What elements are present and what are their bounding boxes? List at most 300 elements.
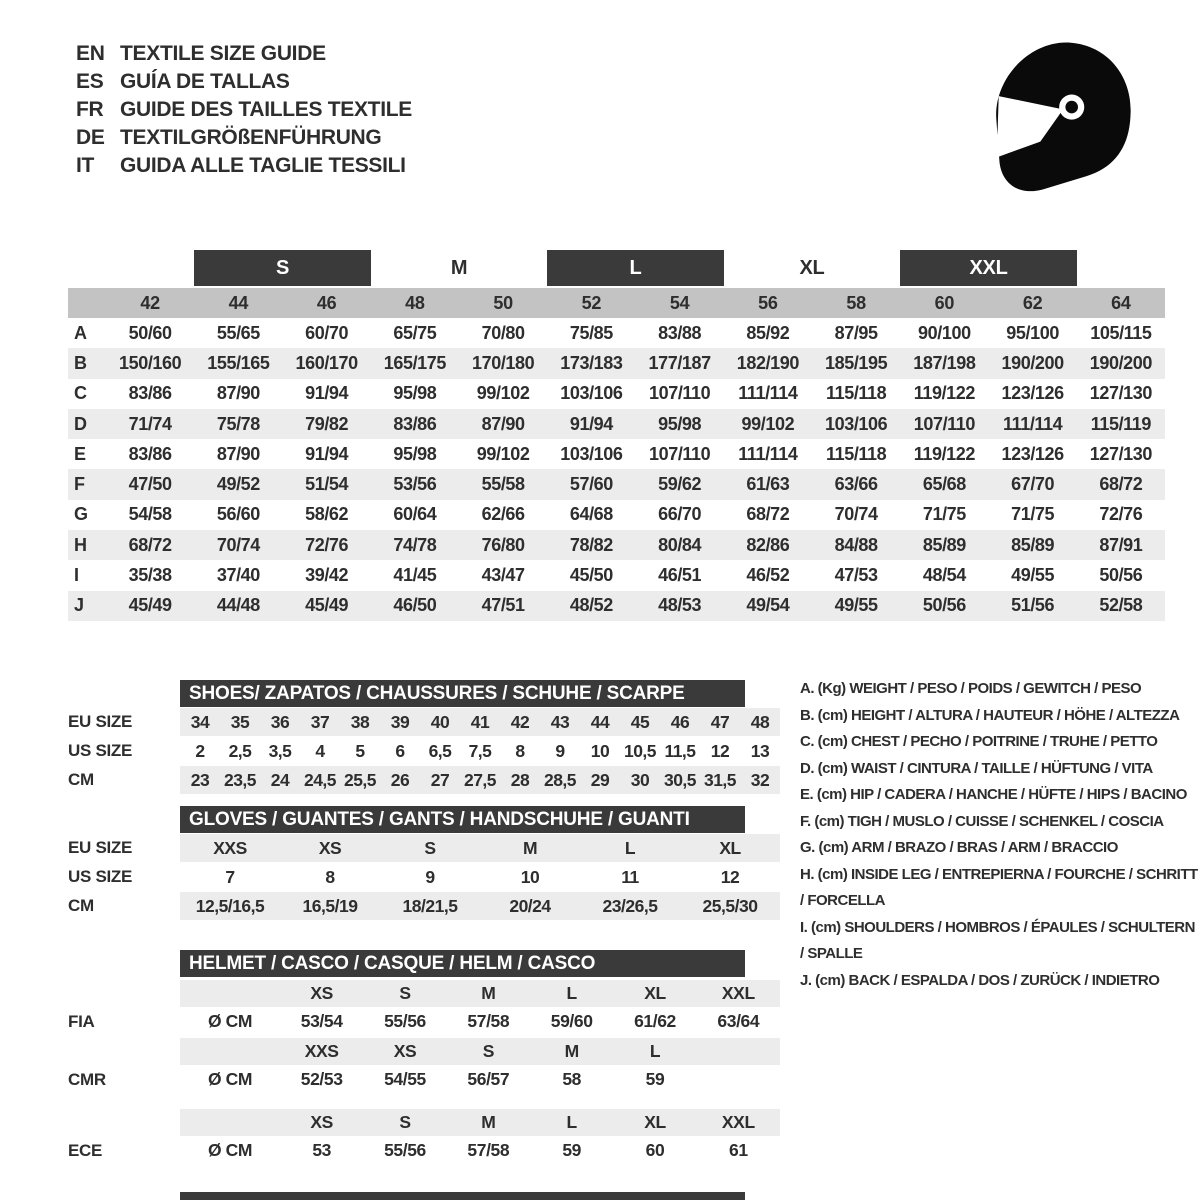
size-value-cell: 51/54	[305, 474, 349, 495]
racing-helmet-icon	[983, 33, 1140, 200]
shoes-row-label: CM	[68, 770, 94, 789]
size-value-cell: 115/119	[1090, 413, 1152, 434]
helmet-section-header: HELMET / CASCO / CASQUE / HELM / CASCO	[180, 950, 745, 977]
size-table-row	[68, 469, 1165, 499]
numeric-size-header	[68, 288, 1165, 318]
helmet-size-label: M	[481, 1112, 496, 1132]
measurement-legend	[800, 676, 1200, 994]
shoe-size-cell: 42	[510, 711, 530, 732]
size-value-cell: 85/89	[1011, 534, 1055, 555]
title-line	[76, 68, 412, 96]
size-value-cell: 47/51	[481, 595, 525, 616]
helmet-size-value: 56/57	[467, 1069, 510, 1089]
gloves-section-header: GLOVES / GUANTES / GANTS / HANDSCHUHE / GUANTI	[180, 806, 745, 833]
size-value-cell: 103/106	[560, 383, 623, 404]
size-value-cell: 85/89	[922, 534, 966, 555]
helmet-size-label: L	[566, 1112, 577, 1132]
size-value-cell: 35/38	[128, 565, 172, 586]
size-value-cell: 49/55	[834, 595, 878, 616]
size-value-cell: 72/76	[1099, 504, 1143, 525]
gloves-size-row	[68, 863, 780, 891]
measurement-row-label: H	[74, 534, 87, 555]
size-value-cell: 58/62	[305, 504, 349, 525]
helmet-size-value: 63/64	[717, 1011, 760, 1031]
helmet-size-label: L	[566, 983, 577, 1003]
size-value-cell: 49/54	[746, 595, 790, 616]
size-value-cell: 127/130	[1089, 383, 1152, 404]
helmet-size-value: 55/56	[384, 1140, 426, 1160]
helmet-value-row	[68, 1066, 780, 1093]
size-value-cell: 51/56	[1011, 595, 1055, 616]
title-line	[76, 124, 412, 152]
helmet-size-label: XL	[644, 983, 666, 1003]
size-value-cell: 55/58	[481, 474, 525, 495]
language-code: ES	[76, 70, 104, 93]
size-value-cell: 123/126	[1001, 443, 1064, 464]
size-value-cell: 87/91	[1099, 534, 1143, 555]
shoe-size-cell: 23,5	[223, 769, 257, 790]
size-value-cell: 91/94	[305, 443, 349, 464]
size-value-cell: 90/100	[918, 322, 971, 343]
shoe-size-cell: 48	[750, 711, 770, 732]
numeric-size-label: 48	[405, 292, 425, 313]
size-value-cell: 87/90	[216, 443, 260, 464]
helmet-size-value: 57/58	[467, 1140, 510, 1160]
glove-size-cell: 8	[325, 866, 335, 887]
size-table-row	[68, 348, 1165, 378]
size-value-cell: 71/75	[1011, 504, 1055, 525]
language-code: DE	[76, 126, 105, 149]
size-table-row	[68, 409, 1165, 439]
size-value-cell: 95/98	[658, 413, 702, 434]
gloves-row-label: US SIZE	[68, 867, 133, 886]
numeric-size-label: 64	[1111, 292, 1131, 313]
helmet-size-label: S	[399, 983, 411, 1003]
size-value-cell: 67/70	[1011, 474, 1055, 495]
size-value-cell: 187/198	[913, 352, 976, 373]
size-value-cell: 45/49	[305, 595, 349, 616]
gloves-size-section	[68, 806, 780, 920]
size-value-cell: 87/95	[834, 322, 878, 343]
size-value-cell: 99/102	[476, 383, 530, 404]
size-value-cell: 50/56	[922, 595, 966, 616]
shoe-size-cell: 31,5	[703, 769, 737, 790]
size-value-cell: 119/122	[913, 383, 976, 404]
shoe-size-cell: 26	[390, 769, 410, 790]
size-value-cell: 111/114	[738, 383, 798, 404]
shoe-size-cell: 40	[430, 711, 450, 732]
shoe-size-cell: 41	[470, 711, 490, 732]
shoe-size-cell: 28	[510, 769, 530, 790]
size-value-cell: 115/118	[825, 383, 887, 404]
numeric-size-label: 62	[1022, 292, 1043, 313]
title-line	[76, 96, 412, 124]
title-line	[76, 40, 412, 68]
size-value-cell: 103/106	[824, 413, 888, 434]
size-value-cell: 95/98	[393, 383, 437, 404]
helmet-size-section	[68, 950, 780, 1164]
glove-size-cell: 7	[225, 866, 235, 887]
size-value-cell: 56/60	[216, 504, 260, 525]
legend-item: I. (cm) SHOULDERS / HOMBROS / ÉPAULES / SCHULTERN / SPALLE	[800, 918, 1195, 962]
language-code: IT	[76, 154, 95, 177]
size-value-cell: 50/56	[1099, 565, 1143, 586]
shoe-size-cell: 2	[195, 740, 205, 761]
size-table-row	[68, 500, 1165, 530]
shoes-row-label: EU SIZE	[68, 712, 133, 731]
size-value-cell: 91/94	[569, 413, 613, 434]
helmet-standard-label: CMR	[68, 1069, 106, 1089]
size-value-cell: 107/110	[648, 383, 711, 404]
size-value-cell: 72/76	[305, 534, 349, 555]
title-text: GUÍA DE TALLAS	[120, 70, 290, 93]
shoe-size-cell: 35	[230, 711, 250, 732]
gloves-size-row	[68, 834, 780, 862]
helmet-standard-label: ECE	[68, 1140, 103, 1160]
shoes-size-row	[68, 766, 780, 794]
helmet-size-header-row	[68, 980, 780, 1007]
helmet-size-value: 55/56	[384, 1011, 426, 1031]
gloves-size-row	[68, 892, 780, 920]
measurement-row-label: J	[74, 595, 84, 616]
shoe-size-cell: 44	[590, 711, 610, 732]
size-value-cell: 75/85	[569, 322, 613, 343]
size-value-cell: 107/110	[648, 443, 711, 464]
helmet-size-value: 59	[645, 1069, 665, 1089]
helmet-standard-label: FIA	[68, 1011, 95, 1031]
size-table-row	[68, 439, 1165, 469]
size-value-cell: 78/82	[569, 534, 613, 555]
size-value-cell: 85/92	[746, 322, 790, 343]
helmet-size-label: S	[399, 1112, 411, 1132]
size-value-cell: 182/190	[736, 352, 799, 373]
numeric-size-label: 42	[140, 292, 160, 313]
shoe-size-cell: 46	[670, 711, 690, 732]
size-value-cell: 99/102	[741, 413, 795, 434]
shoe-size-cell: 6,5	[428, 740, 452, 761]
letter-size-header	[68, 250, 1165, 286]
size-table-row	[68, 318, 1165, 348]
measurement-row-label: G	[74, 504, 88, 525]
size-value-cell: 165/175	[383, 352, 446, 373]
size-value-cell: 45/49	[128, 595, 172, 616]
size-value-cell: 48/54	[922, 565, 966, 586]
size-value-cell: 79/82	[305, 413, 349, 434]
size-value-cell: 83/86	[128, 383, 172, 404]
shoe-size-cell: 37	[310, 711, 330, 732]
shoe-size-cell: 10	[590, 740, 610, 761]
letter-size-label: XL	[799, 256, 825, 279]
glove-size-cell: S	[424, 837, 436, 858]
size-value-cell: 47/53	[834, 565, 878, 586]
size-value-cell: 190/200	[1001, 352, 1064, 373]
measurement-row-label: E	[74, 443, 86, 464]
helmet-size-label: XS	[310, 1112, 333, 1132]
helmet-value-row	[68, 1008, 780, 1035]
shoes-size-row	[68, 708, 780, 736]
shoes-row-label: US SIZE	[68, 741, 133, 760]
shoe-size-cell: 30	[630, 769, 650, 790]
glove-size-cell: 25,5/30	[702, 895, 758, 916]
size-value-cell: 160/170	[295, 352, 358, 373]
helmet-size-header-row	[68, 1038, 780, 1065]
size-value-cell: 48/53	[658, 595, 702, 616]
glove-size-cell: 20/24	[509, 895, 551, 916]
title-text: TEXTILGRÖßENFÜHRUNG	[120, 126, 382, 149]
glove-size-cell: 23/26,5	[602, 895, 658, 916]
size-value-cell: 119/122	[913, 443, 976, 464]
shoe-size-cell: 25,5	[343, 769, 377, 790]
shoe-size-cell: 13	[750, 740, 770, 761]
helmet-size-label: S	[482, 1041, 494, 1061]
shoe-size-cell: 2,5	[228, 740, 252, 761]
size-value-cell: 95/100	[1006, 322, 1059, 343]
glove-size-cell: XL	[719, 837, 741, 858]
helmet-standard-group	[68, 980, 780, 1035]
helmet-value-row	[68, 1137, 780, 1164]
size-value-cell: 46/50	[393, 595, 437, 616]
shoe-size-cell: 38	[350, 711, 370, 732]
shoe-size-cell: 8	[515, 740, 525, 761]
letter-size-label: M	[450, 256, 468, 279]
helmet-size-label: XL	[644, 1112, 666, 1132]
shoe-size-cell: 39	[390, 711, 410, 732]
size-value-cell: 48/52	[569, 595, 613, 616]
size-value-cell: 71/75	[922, 504, 966, 525]
size-value-cell: 39/42	[305, 565, 349, 586]
measurement-row-label: F	[74, 474, 85, 495]
size-value-cell: 46/52	[746, 565, 790, 586]
measurement-row-label: C	[74, 383, 87, 404]
size-value-cell: 68/72	[1099, 474, 1143, 495]
size-value-cell: 57/60	[569, 474, 613, 495]
size-value-cell: 37/40	[216, 565, 260, 586]
shoe-size-cell: 12	[710, 740, 730, 761]
helmet-size-label: XXL	[721, 983, 755, 1003]
size-value-cell: 127/130	[1089, 443, 1152, 464]
size-value-cell: 107/110	[913, 413, 976, 434]
shoe-size-cell: 6	[395, 740, 405, 761]
helmet-unit-label: Ø CM	[207, 1069, 253, 1089]
size-value-cell: 87/90	[216, 383, 260, 404]
shoe-size-cell: 7,5	[468, 740, 492, 761]
size-value-cell: 170/180	[471, 352, 535, 373]
shoes-section-header: SHOES/ ZAPATOS / CHAUSSURES / SCHUHE / SCARPE	[180, 680, 745, 707]
numeric-size-label: 46	[316, 292, 337, 313]
helmet-size-label: XXS	[304, 1041, 339, 1061]
legend-item: D. (cm) WAIST / CINTURA / TAILLE / HÜFTUNG / VITA	[800, 759, 1153, 777]
size-value-cell: 49/52	[216, 474, 260, 495]
size-table-row	[68, 591, 1165, 621]
shoes-size-row	[68, 737, 780, 765]
size-value-cell: 65/68	[922, 474, 966, 495]
title-line	[76, 152, 412, 180]
size-value-cell: 44/48	[216, 595, 260, 616]
shoe-size-cell: 5	[355, 740, 365, 761]
gloves-row-label: EU SIZE	[68, 838, 133, 857]
numeric-size-label: 58	[846, 292, 866, 313]
letter-size-label: L	[547, 250, 724, 286]
title-text: GUIDE DES TAILLES TEXTILE	[120, 98, 412, 121]
letter-size-label: S	[194, 250, 371, 286]
size-value-cell: 105/115	[1090, 322, 1152, 343]
legend-item: C. (cm) CHEST / PECHO / POITRINE / TRUHE / PETTO	[800, 733, 1158, 750]
shoe-size-cell: 10,5	[623, 740, 657, 761]
glove-size-cell: 12,5/16,5	[195, 895, 265, 916]
header-corner	[68, 288, 106, 318]
shoe-size-cell: 28,5	[543, 769, 577, 790]
size-value-cell: 83/88	[658, 322, 702, 343]
shoe-size-cell: 45	[630, 711, 650, 732]
size-value-cell: 41/45	[393, 565, 437, 586]
size-value-cell: 64/68	[569, 504, 613, 525]
legend-item: B. (cm) HEIGHT / ALTURA / HAUTEUR / HÖHE / ALTEZZA	[800, 706, 1180, 724]
shoe-size-cell: 3,5	[268, 740, 292, 761]
size-value-cell: 91/94	[305, 383, 349, 404]
measurement-row-label: B	[74, 352, 87, 373]
numeric-size-label: 44	[228, 292, 249, 313]
size-table-row	[68, 560, 1165, 590]
helmet-standard-group	[68, 1038, 780, 1093]
size-value-cell: 123/126	[1001, 383, 1064, 404]
size-value-cell: 190/200	[1089, 352, 1152, 373]
legend-item: A. (Kg) WEIGHT / PESO / POIDS / GEWITCH / PESO	[800, 680, 1142, 697]
shoe-size-cell: 9	[555, 740, 565, 761]
glove-size-cell: 12	[720, 866, 740, 887]
shoe-size-cell: 4	[315, 740, 325, 761]
size-value-cell: 173/183	[560, 352, 623, 373]
helmet-size-value: 52/53	[300, 1069, 343, 1089]
size-table-row	[68, 379, 1165, 409]
glove-size-cell: 10	[520, 866, 540, 887]
helmet-size-value: 58	[562, 1069, 581, 1089]
size-value-cell: 177/187	[648, 352, 711, 373]
legend-item: H. (cm) INSIDE LEG / ENTREPIERNA / FOURCHE / SCHRITT / FORCELLA	[800, 865, 1198, 909]
numeric-size-label: 54	[669, 292, 690, 313]
helmet-size-label: XS	[310, 983, 333, 1003]
glove-size-cell: M	[522, 837, 538, 858]
shoe-size-cell: 27	[430, 769, 450, 790]
legend-item: F. (cm) TIGH / MUSLO / CUISSE / SCHENKEL / COSCIA	[800, 812, 1164, 830]
size-value-cell: 84/88	[834, 534, 878, 555]
helmet-size-label: L	[649, 1041, 661, 1061]
size-value-cell: 60/64	[393, 504, 437, 525]
size-table-row	[68, 530, 1165, 560]
glove-size-cell: XXS	[213, 837, 247, 858]
size-value-cell: 103/106	[560, 443, 623, 464]
shoe-size-cell: 43	[550, 711, 570, 732]
shoe-size-cell: 34	[190, 711, 210, 732]
size-value-cell: 60/70	[305, 322, 349, 343]
size-value-cell: 70/80	[481, 322, 525, 343]
helmet-standard-group	[68, 1109, 780, 1164]
size-value-cell: 111/114	[1002, 413, 1063, 434]
helmet-size-value: 61/62	[634, 1011, 676, 1031]
measurement-row-label: I	[74, 565, 79, 586]
helmet-size-value: 59/60	[550, 1011, 593, 1031]
measurement-row-label: A	[74, 322, 87, 343]
size-value-cell: 80/84	[658, 534, 702, 555]
shoe-size-cell: 23	[190, 769, 210, 790]
size-value-cell: 47/50	[128, 474, 172, 495]
helmet-size-value: 57/58	[467, 1011, 510, 1031]
glove-size-cell: XS	[318, 837, 342, 858]
numeric-size-label: 60	[934, 292, 955, 313]
legend-item: E. (cm) HIP / CADERA / HANCHE / HÜFTE / HIPS / BACINO	[800, 786, 1187, 803]
shoe-size-cell: 47	[710, 711, 730, 732]
size-value-cell: 70/74	[834, 504, 878, 525]
size-value-cell: 82/86	[746, 534, 790, 555]
size-value-cell: 65/75	[393, 322, 437, 343]
shoe-size-cell: 24	[270, 769, 290, 790]
size-value-cell: 45/50	[569, 565, 613, 586]
size-value-cell: 50/60	[128, 322, 172, 343]
size-value-cell: 74/78	[393, 534, 437, 555]
size-value-cell: 43/47	[481, 565, 525, 586]
helmet-unit-label: Ø CM	[207, 1011, 253, 1031]
size-value-cell: 68/72	[128, 534, 172, 555]
shoe-size-cell: 29	[590, 769, 610, 790]
helmet-size-value: 54/55	[384, 1069, 426, 1089]
shoes-size-section	[68, 680, 780, 794]
helmet-size-header-row	[68, 1109, 780, 1136]
size-value-cell: 55/65	[216, 322, 260, 343]
numeric-size-label: 52	[581, 292, 602, 313]
helmet-unit-label: Ø CM	[207, 1140, 253, 1160]
helmet-size-value: 61	[728, 1140, 748, 1160]
legend-item: J. (cm) BACK / ESPALDA / DOS / ZURÜCK / INDIETRO	[800, 971, 1160, 989]
helmet-size-label: M	[481, 983, 496, 1003]
numeric-size-label: 50	[493, 292, 513, 313]
glove-size-cell: 9	[425, 866, 435, 887]
size-value-cell: 83/86	[393, 413, 437, 434]
size-value-cell: 75/78	[216, 413, 260, 434]
size-value-cell: 76/80	[481, 534, 525, 555]
language-code: EN	[76, 42, 105, 65]
size-value-cell: 54/58	[128, 504, 172, 525]
size-value-cell: 115/118	[825, 443, 887, 464]
size-value-cell: 59/62	[658, 474, 702, 495]
size-value-cell: 99/102	[476, 443, 530, 464]
size-table-body	[68, 318, 1165, 621]
glove-size-cell: 18/21,5	[402, 895, 458, 916]
size-value-cell: 155/165	[207, 352, 270, 373]
legend-item: G. (cm) ARM / BRAZO / BRAS / ARM / BRACCIO	[800, 839, 1118, 856]
letter-size-label: XXL	[900, 250, 1077, 286]
helmet-size-label: XS	[393, 1041, 417, 1061]
gloves-row-label: CM	[68, 896, 94, 915]
helmet-size-value: 59	[562, 1140, 581, 1160]
title-text: GUIDA ALLE TAGLIE TESSILI	[120, 154, 406, 177]
size-value-cell: 111/114	[738, 443, 798, 464]
numeric-size-label: 56	[758, 292, 778, 313]
shoe-size-cell: 32	[750, 769, 770, 790]
glove-size-cell: 11	[621, 866, 639, 887]
size-value-cell: 68/72	[746, 504, 790, 525]
size-value-cell: 63/66	[834, 474, 878, 495]
helmet-size-value: 53	[312, 1140, 331, 1160]
size-value-cell: 46/51	[658, 565, 702, 586]
size-value-cell: 185/195	[824, 352, 888, 373]
size-value-cell: 49/55	[1011, 565, 1055, 586]
measurement-row-label: D	[74, 413, 87, 434]
helmet-size-value: 53/54	[300, 1011, 343, 1031]
size-value-cell: 53/56	[393, 474, 437, 495]
size-value-cell: 61/63	[746, 474, 790, 495]
glove-size-cell: 16,5/19	[302, 895, 358, 916]
helmet-size-label: XXL	[721, 1112, 755, 1132]
helmet-size-value: 60	[645, 1140, 665, 1160]
